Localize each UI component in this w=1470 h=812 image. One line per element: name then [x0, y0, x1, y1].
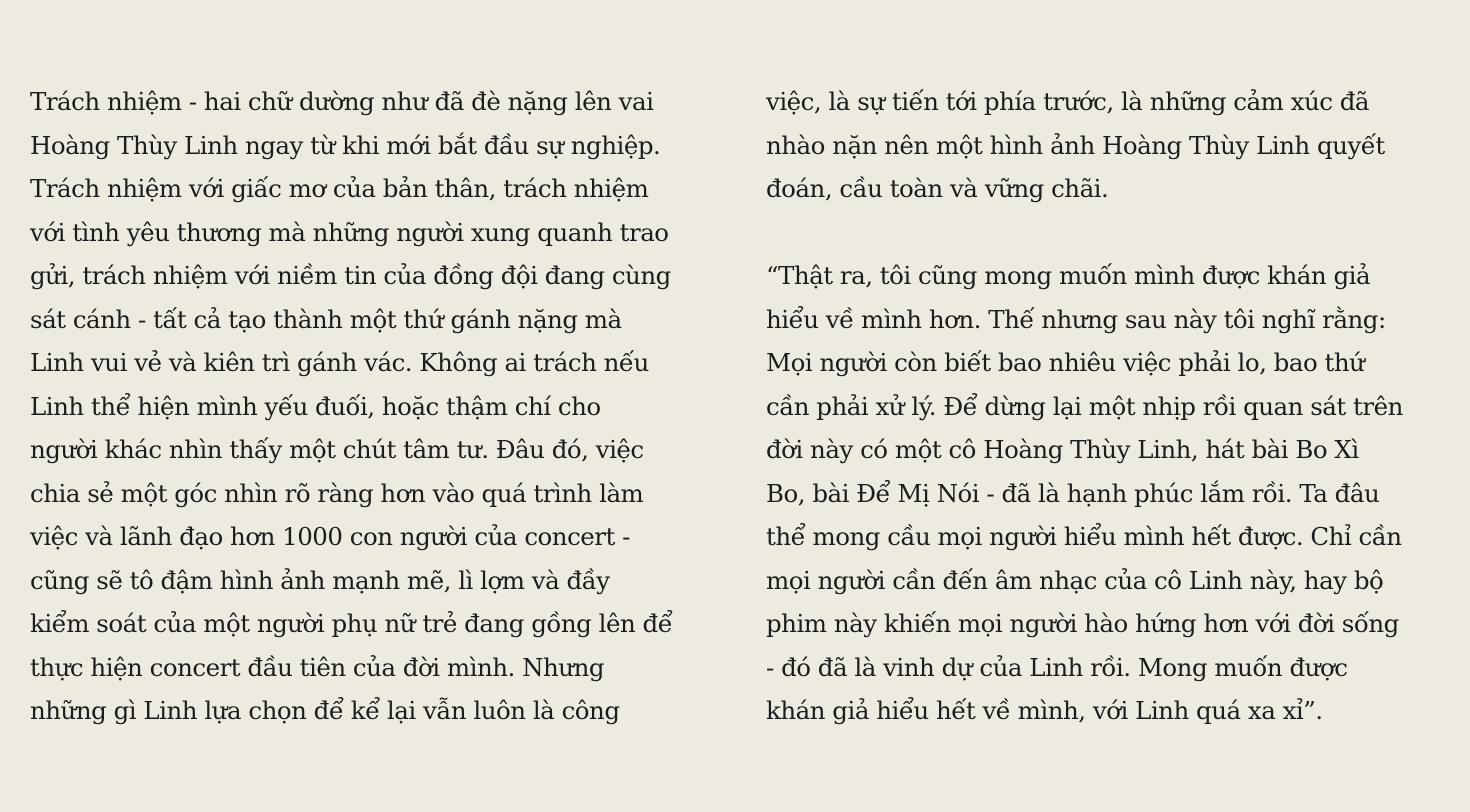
- text-line: những gì Linh lựa chọn để kể lại vẫn luôn là công: [30, 696, 620, 725]
- article-paragraph-continued: [766, 80, 1456, 211]
- text-line: Linh thể hiện mình yếu đuối, hoặc thậm chí cho: [30, 391, 601, 421]
- article-quote-paragraph: [766, 254, 1456, 733]
- text-line: Linh vui vẻ và kiên trì gánh vác. Không ai trách nếu: [30, 348, 649, 377]
- text-line: “Thật ra, tôi cũng mong muốn mình được khán giả: [766, 261, 1371, 290]
- text-line: Trách nhiệm với giấc mơ của bản thân, trách nhiệm: [30, 174, 649, 203]
- text-line: thể mong cầu mọi người hiểu mình hết được. Chỉ cần: [766, 522, 1402, 551]
- text-line: đời này có một cô Hoàng Thùy Linh, hát bài Bo Xì: [766, 435, 1359, 464]
- article-paragraph-left: [30, 80, 730, 733]
- text-line: Mọi người còn biết bao nhiêu việc phải lo, bao thứ: [766, 348, 1365, 377]
- article-column-right: [766, 80, 1456, 733]
- text-line: cũng sẽ tô đậm hình ảnh mạnh mẽ, lì lợm và đầy: [30, 565, 610, 595]
- text-line: chia sẻ một góc nhìn rõ ràng hơn vào quá trình làm: [30, 478, 644, 508]
- text-line: - đó đã là vinh dự của Linh rồi. Mong muốn được: [766, 652, 1348, 682]
- text-line: đoán, cầu toàn và vững chãi.: [766, 174, 1109, 203]
- text-line: việc và lãnh đạo hơn 1000 con người của concert -: [30, 522, 630, 551]
- text-line: gửi, trách nhiệm với niềm tin của đồng đội đang cùng: [30, 261, 671, 290]
- text-line: thực hiện concert đầu tiên của đời mình. Nhưng: [30, 652, 605, 682]
- text-line: người khác nhìn thấy một chút tâm tư. Đâu đó, việc: [30, 435, 644, 464]
- text-line: kiểm soát của một người phụ nữ trẻ đang gồng lên để: [30, 609, 673, 638]
- text-line: Hoàng Thùy Linh ngay từ khi mới bắt đầu sự nghiệp.: [30, 130, 661, 160]
- text-line: hiểu về mình hơn. Thế nhưng sau này tôi nghĩ rằng:: [766, 304, 1386, 334]
- text-line: nhào nặn nên một hình ảnh Hoàng Thùy Linh quyết: [766, 130, 1385, 160]
- paragraph-spacer: [766, 211, 1456, 255]
- text-line: sát cánh - tất cả tạo thành một thứ gánh nặng mà: [30, 304, 622, 334]
- text-line: Trách nhiệm - hai chữ dường như đã đè nặng lên vai: [30, 87, 654, 116]
- text-line: mọi người cần đến âm nhạc của cô Linh này, hay bộ: [766, 565, 1384, 595]
- text-line: việc, là sự tiến tới phía trước, là những cảm xúc đã: [766, 87, 1370, 116]
- text-line: với tình yêu thương mà những người xung quanh trao: [30, 217, 669, 247]
- text-line: khán giả hiểu hết về mình, với Linh quá xa xỉ”.: [766, 696, 1323, 725]
- text-line: phim này khiến mọi người hào hứng hơn với đời sống: [766, 609, 1399, 638]
- text-line: Bo, bài Để Mị Nói - đã là hạnh phúc lắm rồi. Ta đâu: [766, 478, 1380, 508]
- text-line: cần phải xử lý. Để dừng lại một nhịp rồi quan sát trên: [766, 391, 1403, 421]
